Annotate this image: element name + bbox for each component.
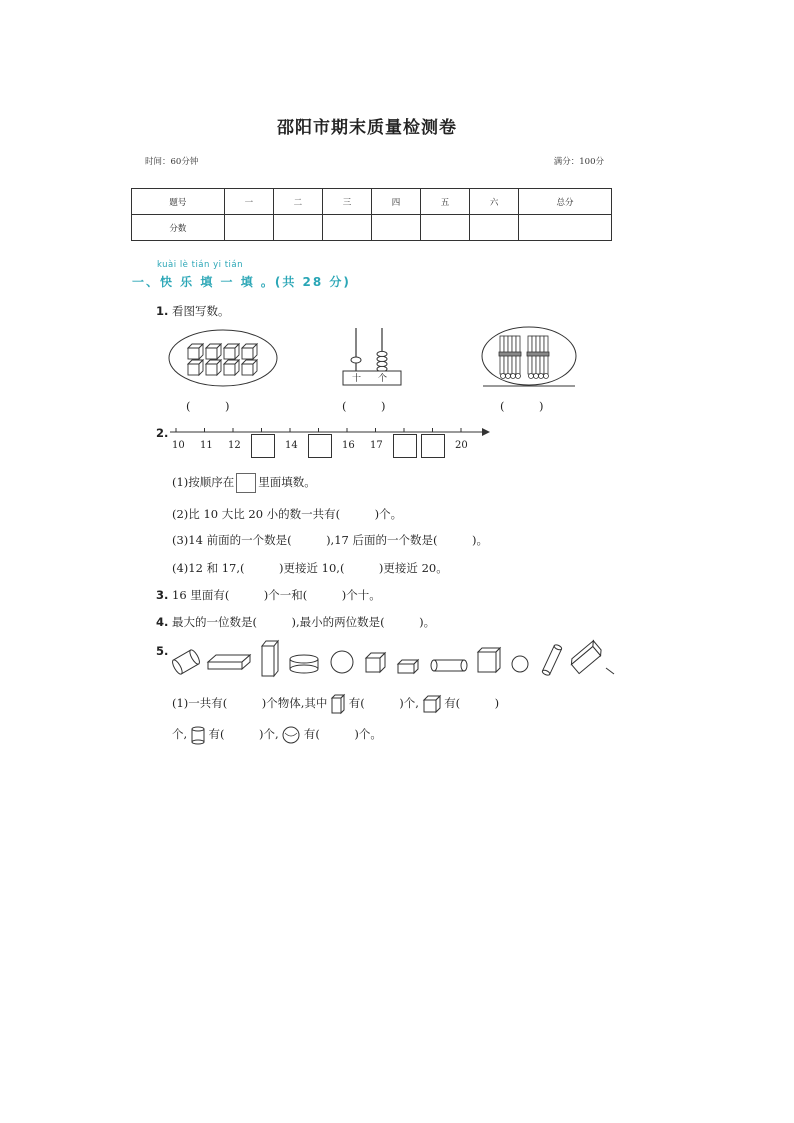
nl-blank-box[interactable] xyxy=(421,434,445,458)
score-header-cell: 六 xyxy=(470,189,519,215)
cube-icon xyxy=(366,653,385,672)
section1-pinyin: kuài lè tián yi tián xyxy=(157,260,243,270)
cylinder-icon xyxy=(191,726,205,744)
q5-line1[interactable] xyxy=(172,694,499,714)
q4-text: 最大的一位数是( ),最小的两位数是( )。 xyxy=(172,615,436,629)
q1-prompt xyxy=(156,303,230,319)
large-cube-icon xyxy=(478,648,500,672)
exam-full-score: 满分：100分 xyxy=(553,157,604,167)
disc-icon xyxy=(290,655,318,673)
nl-blank-box[interactable] xyxy=(308,434,332,458)
sticks-picture xyxy=(480,326,578,390)
score-header-cell: 三 xyxy=(322,189,371,215)
q5-line2-text-c: 有( )个。 xyxy=(303,727,382,741)
cubes-picture xyxy=(168,328,278,388)
tall-cuboid-icon xyxy=(331,694,345,714)
q2-number-label: 2. xyxy=(156,426,169,440)
nl-label: 14 xyxy=(285,440,298,451)
q5-number-label: 5. xyxy=(156,644,169,658)
sphere-icon xyxy=(331,651,353,673)
tilted-cylinder-icon xyxy=(542,644,563,676)
score-cell[interactable] xyxy=(273,215,322,241)
exam-title: 邵阳市期末质量检测卷 xyxy=(277,118,457,138)
q3-number: 3. xyxy=(156,588,169,602)
nl-label: 10 xyxy=(172,440,185,451)
nl-label: 16 xyxy=(342,440,355,451)
cube-icon xyxy=(423,695,441,713)
q4[interactable] xyxy=(156,614,435,630)
score-cell[interactable] xyxy=(322,215,371,241)
cube-icon xyxy=(224,360,239,375)
exam-sheet xyxy=(120,100,614,753)
q3[interactable] xyxy=(156,587,381,603)
q2-sub3[interactable]: (3)14 前面的一个数是( ),17 后面的一个数是( )。 xyxy=(172,533,488,547)
tall-cuboid-icon xyxy=(262,641,278,676)
q2-sub1 xyxy=(172,473,316,493)
cylinder-icon xyxy=(171,649,202,676)
stick-bundle-icon xyxy=(527,336,549,379)
small-cuboid-icon xyxy=(398,660,418,673)
score-cell[interactable] xyxy=(224,215,273,241)
score-header-cell: 二 xyxy=(273,189,322,215)
q4-number: 4. xyxy=(156,615,169,629)
tilted-cuboid-icon xyxy=(569,641,604,674)
q5-line1-text-a: (1)一共有( )个物体,其中 xyxy=(172,696,328,710)
nl-label: 17 xyxy=(370,440,383,451)
nl-label: 20 xyxy=(455,440,468,451)
cube-icon xyxy=(206,360,221,375)
cube-icon xyxy=(188,344,203,359)
score-header-cell: 总分 xyxy=(519,189,612,215)
sphere-icon xyxy=(282,726,300,744)
stick-bundle-icon xyxy=(499,336,521,379)
score-cell[interactable] xyxy=(421,215,470,241)
q2-number xyxy=(156,426,168,440)
cube-icon xyxy=(242,344,257,359)
q1-answer-1[interactable]: ( ) xyxy=(186,399,230,413)
nl-label: 12 xyxy=(228,440,241,451)
exam-time: 时间：60分钟 xyxy=(145,157,199,167)
q1-answer-3[interactable]: ( ) xyxy=(500,399,544,413)
q2-sub1-text-a: (1)按顺序在 xyxy=(172,475,235,489)
q5-line2[interactable] xyxy=(172,726,382,744)
q1-text: 看图写数。 xyxy=(172,304,230,318)
q5-line2-text-b: 有( )个, xyxy=(208,727,279,741)
nl-label: 11 xyxy=(200,440,213,451)
cube-icon xyxy=(224,344,239,359)
score-cell[interactable] xyxy=(371,215,420,241)
score-cell[interactable] xyxy=(470,215,519,241)
score-header-cell: 四 xyxy=(371,189,420,215)
score-header-cell: 题号 xyxy=(132,189,225,215)
q5-line1-text-c: 有( ) xyxy=(444,696,500,710)
q2-sub2[interactable]: (2)比 10 大比 20 小的数一共有( )个。 xyxy=(172,507,403,521)
q2-sub4[interactable]: (4)12 和 17,( )更接近 10,( )更接近 20。 xyxy=(172,561,448,575)
cube-icon xyxy=(188,360,203,375)
q3-text: 16 里面有( )个一和( )个十。 xyxy=(172,588,381,602)
score-header-cell: 五 xyxy=(421,189,470,215)
cube-icon xyxy=(206,344,221,359)
score-header-cell: 一 xyxy=(224,189,273,215)
score-row-label: 分数 xyxy=(132,215,225,241)
q1-number: 1. xyxy=(156,304,169,318)
abacus-ones-label: 个 xyxy=(378,374,388,384)
cube-icon xyxy=(242,360,257,375)
q1-answer-2[interactable]: ( ) xyxy=(342,399,386,413)
small-sphere-icon xyxy=(512,656,528,672)
nl-blank-box[interactable] xyxy=(251,434,275,458)
nl-blank-box[interactable] xyxy=(393,434,417,458)
score-table-header-row xyxy=(132,189,612,215)
lying-cylinder-icon xyxy=(431,660,467,671)
score-cell[interactable] xyxy=(519,215,612,241)
q5-line1-text-b: 有( )个, xyxy=(348,696,419,710)
q5-number xyxy=(156,644,168,658)
section1-title: 一、快 乐 填 一 填 。(共 28 分) xyxy=(132,275,351,289)
score-table-score-row xyxy=(132,215,612,241)
solid-shapes-row xyxy=(170,638,614,678)
blank-box-icon xyxy=(236,473,256,493)
q5-line2-text-a: 个, xyxy=(172,727,188,741)
q2-sub1-text-b: 里面填数。 xyxy=(258,475,316,489)
abacus-tens-label: 十 xyxy=(352,374,362,384)
flat-cuboid-icon xyxy=(208,655,250,669)
score-table xyxy=(131,188,612,241)
